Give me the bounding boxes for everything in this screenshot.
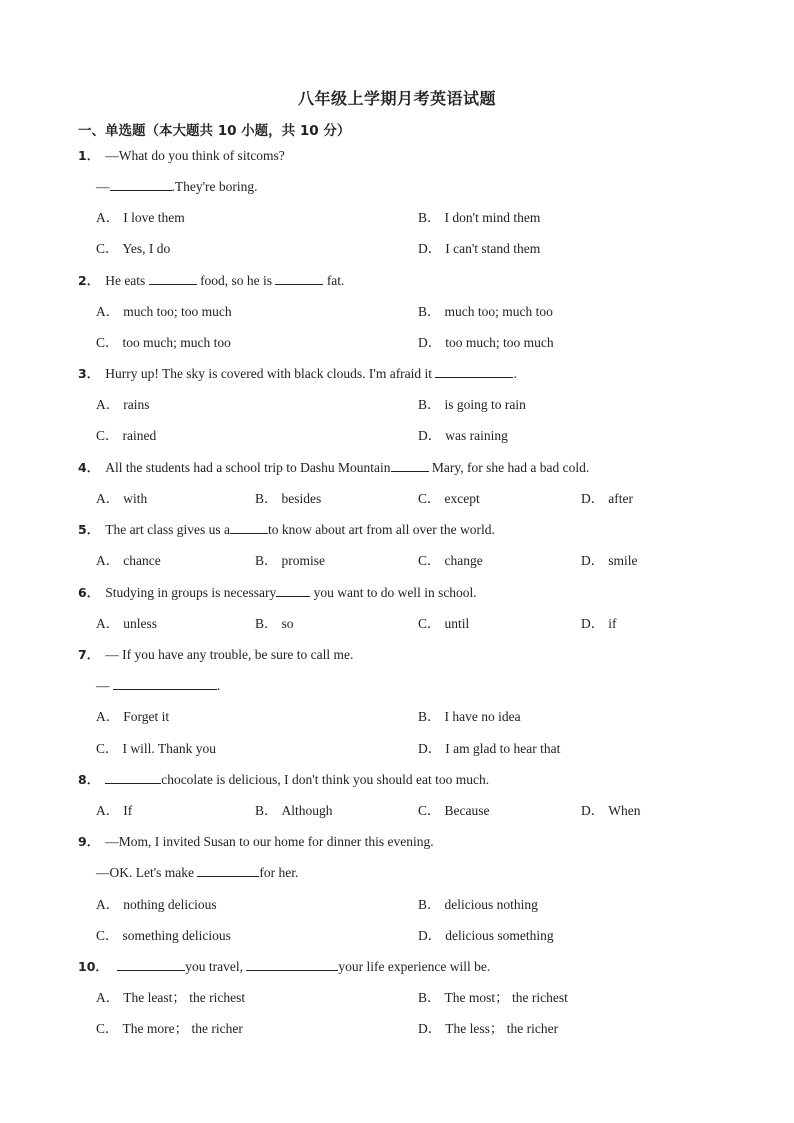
question-text: —What do you think of sitcoms? [105, 148, 285, 163]
option-letter: C． [418, 553, 441, 568]
option-text: except [444, 491, 480, 506]
question-number: 2． [78, 273, 100, 288]
question-line [78, 272, 344, 290]
option-text: change [444, 553, 483, 568]
answer-blank[interactable] [435, 365, 513, 378]
option-text: something delicious [122, 928, 231, 943]
question-line [78, 521, 495, 539]
option-a[interactable] [96, 396, 150, 414]
option-d[interactable] [581, 490, 633, 508]
option-text: nothing delicious [123, 897, 217, 912]
option-letter: A． [96, 553, 120, 568]
option-b[interactable] [418, 989, 568, 1007]
question-line [96, 677, 220, 695]
option-text: is going to rain [444, 397, 526, 412]
question-text: The art class gives us a [105, 522, 231, 537]
question-number: 9． [78, 834, 100, 849]
option-text: I love them [123, 210, 185, 225]
option-a[interactable] [96, 490, 147, 508]
option-letter: B． [418, 397, 441, 412]
option-a[interactable] [96, 615, 157, 633]
option-letter: C． [418, 491, 441, 506]
section-heading: 一、单选题（本大题共 10 小题，共 10 分） [78, 123, 351, 139]
option-text: I have no idea [444, 709, 521, 724]
answer-blank[interactable] [276, 584, 310, 597]
option-a[interactable] [96, 708, 169, 726]
option-text: Forget it [123, 709, 170, 724]
option-text: besides [281, 491, 322, 506]
option-b[interactable] [255, 490, 321, 508]
question-number: 5． [78, 522, 100, 537]
option-c[interactable] [96, 240, 170, 258]
option-d[interactable] [418, 240, 540, 258]
question-text: fat. [323, 273, 345, 288]
option-text: until [444, 616, 470, 631]
option-b[interactable] [418, 303, 553, 321]
question-text: you travel, [185, 959, 247, 974]
option-letter: D． [418, 241, 442, 256]
question-line [78, 365, 517, 383]
option-letter: A． [96, 397, 120, 412]
option-c[interactable] [96, 740, 216, 758]
question-text: .They're boring. [171, 179, 258, 194]
answer-blank[interactable] [110, 178, 172, 191]
option-letter: A． [96, 709, 120, 724]
option-c[interactable] [418, 552, 483, 570]
option-d[interactable] [581, 802, 640, 820]
option-text: was raining [445, 428, 508, 443]
option-letter: B． [255, 491, 278, 506]
page-title: 八年级上学期月考英语试题 [297, 89, 496, 108]
option-text: I am glad to hear that [445, 741, 561, 756]
option-letter: C． [96, 335, 119, 350]
option-letter: A． [96, 897, 120, 912]
option-d[interactable] [418, 740, 560, 758]
option-text: The more； the richer [122, 1021, 243, 1036]
question-text: chocolate is delicious, I don't think you should eat too much. [161, 772, 490, 787]
option-d[interactable] [418, 427, 508, 445]
answer-blank[interactable] [105, 771, 161, 784]
option-c[interactable] [96, 1020, 243, 1038]
question-text: He eats [105, 273, 149, 288]
option-letter: D． [581, 553, 605, 568]
question-number: 8． [78, 772, 100, 787]
option-letter: A． [96, 803, 120, 818]
question-number: 10． [78, 959, 108, 974]
option-letter: C． [96, 928, 119, 943]
option-text: too much; much too [122, 335, 231, 350]
option-c[interactable] [418, 615, 469, 633]
option-a[interactable] [96, 303, 232, 321]
answer-blank[interactable] [246, 958, 338, 971]
option-c[interactable] [96, 427, 156, 445]
question-line [78, 147, 285, 165]
answer-blank[interactable] [197, 864, 259, 877]
option-b[interactable] [418, 396, 526, 414]
answer-blank[interactable] [230, 521, 268, 534]
question-text: your life experience will be. [338, 959, 491, 974]
option-text: promise [281, 553, 326, 568]
question-text: — [96, 678, 113, 693]
answer-blank[interactable] [113, 677, 217, 690]
option-letter: C． [96, 1021, 119, 1036]
question-text: Mary, for she had a bad cold. [428, 460, 590, 475]
answer-blank[interactable] [117, 958, 185, 971]
option-text: The less； the richer [445, 1021, 559, 1036]
question-text: you want to do well in school. [310, 585, 477, 600]
option-text: delicious something [445, 928, 554, 943]
option-b[interactable] [255, 802, 333, 820]
option-text: delicious nothing [444, 897, 538, 912]
option-text: I don't mind them [444, 210, 541, 225]
option-letter: B． [255, 616, 278, 631]
question-text: —Mom, I invited Susan to our home for dinner this evening. [105, 834, 434, 849]
option-text: rains [123, 397, 150, 412]
option-letter: D． [418, 428, 442, 443]
question-text: food, so he is [196, 273, 276, 288]
option-text: Although [281, 803, 333, 818]
question-line [78, 771, 489, 789]
option-text: Yes, I do [122, 241, 171, 256]
option-letter: B． [418, 897, 441, 912]
question-number: 1． [78, 148, 100, 163]
question-line [96, 178, 258, 196]
option-letter: D． [418, 1021, 442, 1036]
option-letter: D． [581, 491, 605, 506]
question-number: 6． [78, 585, 100, 600]
question-number: 7． [78, 647, 100, 662]
option-text: with [123, 491, 148, 506]
option-b[interactable] [418, 708, 521, 726]
option-d[interactable] [581, 552, 638, 570]
option-d[interactable] [581, 615, 617, 633]
answer-blank[interactable] [149, 272, 197, 285]
option-text: When [608, 803, 641, 818]
option-text: so [281, 616, 294, 631]
question-text: All the students had a school trip to Dashu Mountain [105, 460, 391, 475]
option-a[interactable] [96, 989, 245, 1007]
option-d[interactable] [418, 927, 554, 945]
option-text: unless [123, 616, 157, 631]
option-letter: B． [418, 304, 441, 319]
option-c[interactable] [96, 927, 231, 945]
option-text: if [608, 616, 617, 631]
answer-blank[interactable] [391, 459, 429, 472]
question-text: for her. [259, 865, 299, 880]
option-text: Because [444, 803, 490, 818]
question-text: . [513, 366, 517, 381]
question-line [78, 958, 490, 976]
option-text: smile [608, 553, 638, 568]
option-letter: D． [418, 335, 442, 350]
option-a[interactable] [96, 552, 161, 570]
option-b[interactable] [418, 896, 538, 914]
option-letter: C． [96, 428, 119, 443]
option-d[interactable] [418, 1020, 558, 1038]
option-text: much too; too much [123, 304, 232, 319]
option-b[interactable] [255, 615, 294, 633]
option-c[interactable] [418, 490, 480, 508]
option-letter: C． [96, 741, 119, 756]
option-d[interactable] [418, 334, 554, 352]
option-c[interactable] [418, 802, 490, 820]
option-letter: B． [418, 709, 441, 724]
option-b[interactable] [255, 552, 325, 570]
question-line [78, 584, 477, 602]
option-a[interactable] [96, 802, 132, 820]
option-text: rained [122, 428, 157, 443]
question-text: . [216, 678, 221, 693]
question-number: 3． [78, 366, 100, 381]
option-b[interactable] [418, 209, 540, 227]
option-letter: C． [418, 803, 441, 818]
option-letter: D． [581, 803, 605, 818]
question-line [96, 864, 298, 882]
option-c[interactable] [96, 334, 231, 352]
question-text: —OK. Let's make [96, 865, 198, 880]
option-letter: A． [96, 990, 120, 1005]
answer-blank[interactable] [275, 272, 323, 285]
option-letter: C． [96, 241, 119, 256]
option-letter: A． [96, 210, 120, 225]
question-text: Hurry up! The sky is covered with black clouds. I'm afraid it [105, 366, 436, 381]
option-letter: B． [418, 210, 441, 225]
option-letter: B． [418, 990, 441, 1005]
question-text: — If you have any trouble, be sure to call me. [105, 647, 354, 662]
question-text: Studying in groups is necessary [105, 585, 277, 600]
option-text: If [123, 803, 133, 818]
option-text: The least； the richest [123, 990, 246, 1005]
option-letter: D． [581, 616, 605, 631]
question-text: — [96, 179, 110, 194]
option-letter: D． [418, 928, 442, 943]
question-line [78, 833, 434, 851]
option-text: chance [123, 553, 161, 568]
option-letter: A． [96, 304, 120, 319]
option-text: too much; too much [445, 335, 554, 350]
question-line [78, 646, 353, 664]
option-a[interactable] [96, 209, 185, 227]
option-text: I can't stand them [445, 241, 541, 256]
option-text: The most； the richest [444, 990, 568, 1005]
option-letter: D． [418, 741, 442, 756]
option-letter: B． [255, 803, 278, 818]
option-letter: B． [255, 553, 278, 568]
option-letter: C． [418, 616, 441, 631]
option-a[interactable] [96, 896, 217, 914]
option-text: after [608, 491, 633, 506]
question-line [78, 459, 589, 477]
option-letter: A． [96, 491, 120, 506]
option-text: I will. Thank you [122, 741, 217, 756]
question-text: to know about art from all over the world. [268, 522, 495, 537]
question-number: 4． [78, 460, 100, 475]
option-text: much too; much too [444, 304, 553, 319]
option-letter: A． [96, 616, 120, 631]
